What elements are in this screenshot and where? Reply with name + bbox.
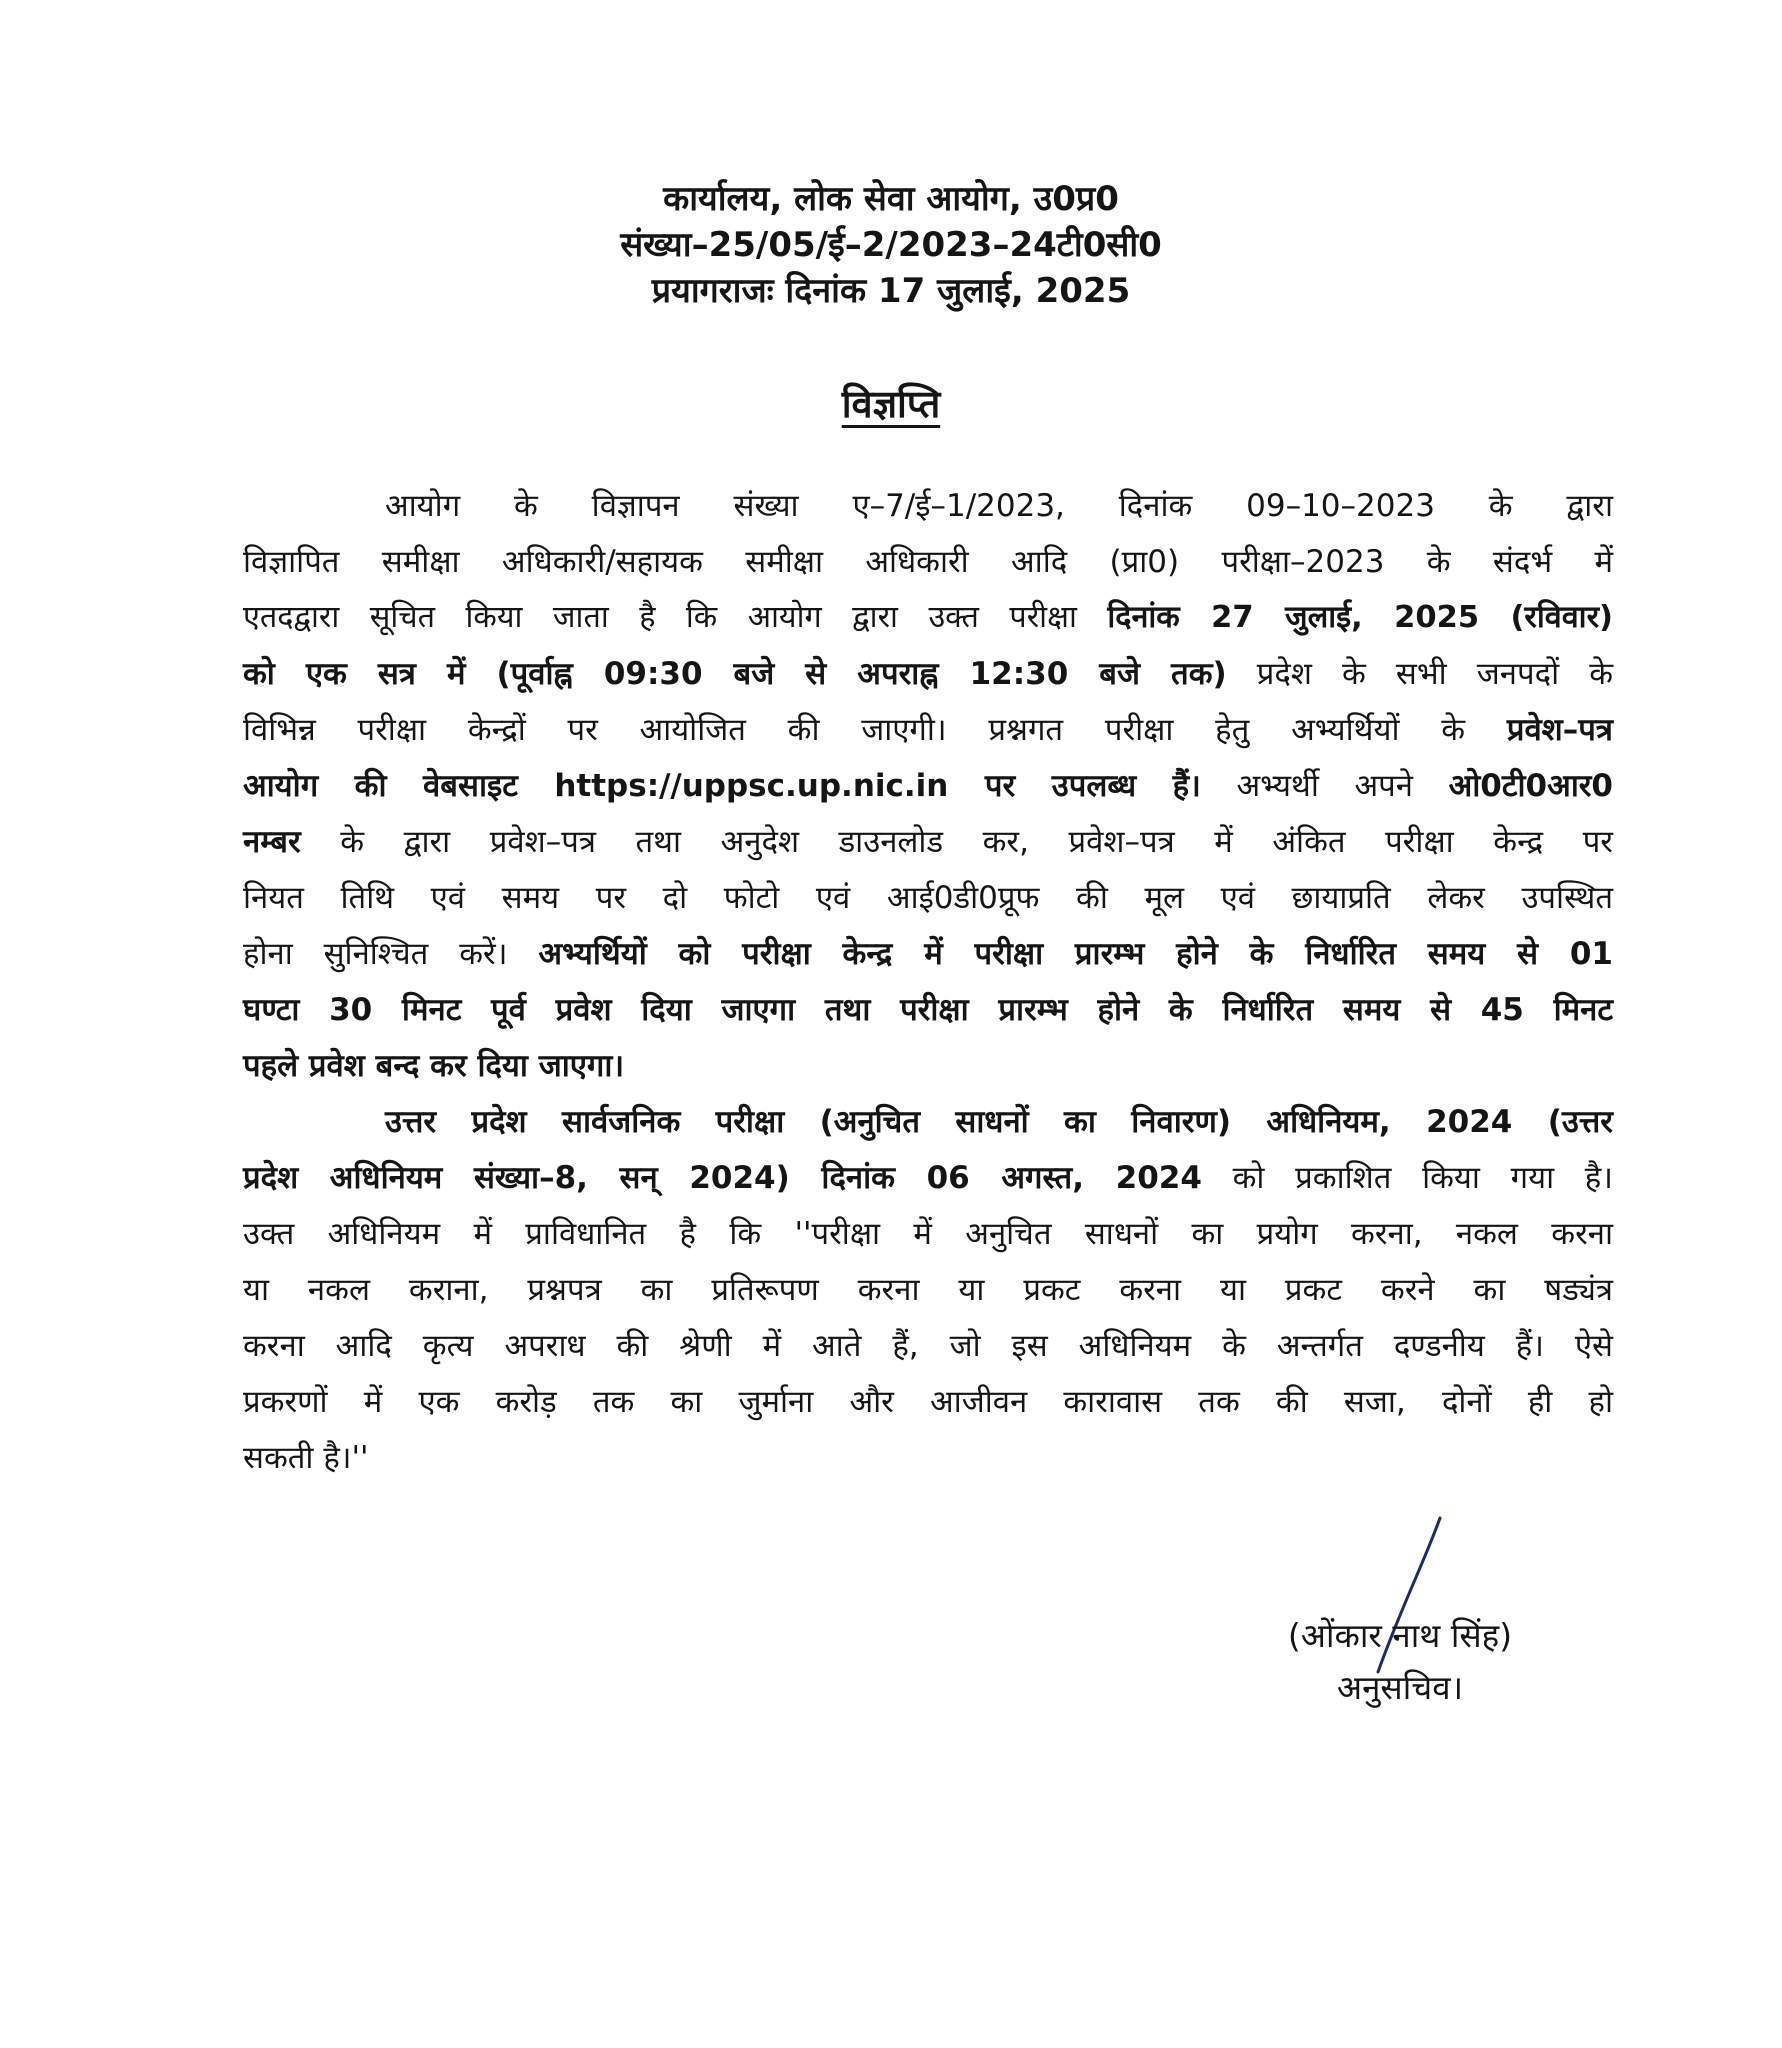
admit-card-label: प्रवेश–पत्र xyxy=(1506,712,1613,748)
line-text: करना आदि कृत्य अपराध की श्रेणी में आते हैं, जो इस अधिनियम के अन्तर्गत दण्डनीय हैं। ऐसे xyxy=(243,1328,1613,1364)
line-text: के द्वारा प्रवेश–पत्र तथा अनुदेश डाउनलोड कर, प्रवेश–पत्र में अंकित परीक्षा केन्द्र पर xyxy=(300,824,1613,860)
signatory-name: (ओंकार नाथ सिंह) xyxy=(1287,1616,1513,1655)
paragraph-line xyxy=(243,1374,1613,1430)
paragraph-line xyxy=(243,982,1613,1038)
line-text: प्रदेश के सभी जनपदों के xyxy=(1226,656,1613,692)
notice-title-text: विज्ञप्ति xyxy=(841,382,941,426)
entry-time-note: अभ्यर्थियों को परीक्षा केन्द्र में परीक्षा प्रारम्भ होने के निर्धारित समय से 01 xyxy=(538,936,1613,972)
otr-label: ओ0टी0आर0 xyxy=(1448,768,1613,804)
paragraph-line xyxy=(243,534,1613,590)
paragraph-line xyxy=(243,1262,1613,1318)
paragraph-line xyxy=(243,478,1613,534)
website-reference: आयोग की वेबसाइट https://uppsc.up.nic.in पर उपलब्ध हैं। xyxy=(243,768,1201,804)
entry-time-note: घण्टा 30 मिनट पूर्व प्रवेश दिया जाएगा तथा परीक्षा प्रारम्भ होने के निर्धारित समय से 45 मिनट xyxy=(243,992,1613,1028)
signature-block xyxy=(1180,1610,1620,1714)
paragraph-line xyxy=(243,870,1613,926)
line-text: आयोग के विज्ञापन संख्या ए–7/ई–1/2023, दिनांक 09–10–2023 के द्वारा xyxy=(385,488,1613,524)
paragraph-line xyxy=(243,702,1613,758)
signatory-designation: अनुसचिव। xyxy=(1336,1668,1464,1707)
paragraph-line xyxy=(243,646,1613,702)
paragraph-line xyxy=(243,1430,1613,1486)
paragraph-line xyxy=(243,1150,1613,1206)
line-text: उक्त अधिनियम में प्राविधानित है कि ''परीक्षा में अनुचित साधनों का प्रयोग करना, नकल करना xyxy=(243,1216,1613,1252)
reference-number: संख्या–25/05/ई–2/2023–24टी0सी0 xyxy=(620,225,1162,265)
paragraph-line xyxy=(243,814,1613,870)
letterhead xyxy=(0,176,1782,314)
line-text: अभ्यर्थी अपने xyxy=(1200,768,1449,804)
exam-session-time: को एक सत्र में (पूर्वाह्न 09:30 बजे से अपराह्न 12:30 बजे तक) xyxy=(243,656,1227,692)
otr-number-label: नम्बर xyxy=(243,824,301,860)
line-text: सकती है।'' xyxy=(243,1440,369,1476)
line-text: को प्रकाशित किया गया है। xyxy=(1201,1160,1613,1196)
act-name: प्रदेश अधिनियम संख्या–8, सन् 2024) दिनांक 06 अगस्त, 2024 xyxy=(243,1160,1202,1196)
line-text: विभिन्न परीक्षा केन्द्रों पर आयोजित की जाएगी। प्रश्नगत परीक्षा हेतु अभ्यर्थियों के xyxy=(243,712,1507,748)
entry-time-note: पहले प्रवेश बन्द कर दिया जाएगा। xyxy=(243,1048,625,1084)
line-text: विज्ञापित समीक्षा अधिकारी/सहायक समीक्षा अधिकारी आदि (प्रा0) परीक्षा–2023 के संदर्भ में xyxy=(243,544,1613,580)
paragraph-line xyxy=(243,1318,1613,1374)
place-and-date: प्रयागराजः दिनांक 17 जुलाई, 2025 xyxy=(651,271,1131,311)
line-text: एतदद्वारा सूचित किया जाता है कि आयोग द्वारा उक्त परीक्षा xyxy=(243,600,1108,635)
paragraph-line xyxy=(243,1206,1613,1262)
paragraph-line xyxy=(243,1038,1613,1094)
paragraph-act-notice xyxy=(243,1094,1613,1486)
paragraph-line xyxy=(243,1094,1613,1150)
line-text: होना सुनिश्चित करें। xyxy=(243,936,539,972)
act-name: उत्तर प्रदेश सार्वजनिक परीक्षा (अनुचित साधनों का निवारण) अधिनियम, 2024 (उत्तर xyxy=(385,1104,1613,1140)
paragraph-line xyxy=(243,758,1613,814)
paragraph-exam-notice xyxy=(243,478,1613,1094)
notice-title xyxy=(0,380,1782,428)
paragraph-line xyxy=(243,926,1613,982)
exam-date: दिनांक 27 जुलाई, 2025 (रविवार) xyxy=(1107,600,1613,635)
line-text: या नकल कराना, प्रश्नपत्र का प्रतिरूपण करना या प्रकट करना या प्रकट करने का षड्यंत्र xyxy=(243,1272,1613,1308)
line-text: नियत तिथि एवं समय पर दो फोटो एवं आई0डी0प्रूफ की मूल एवं छायाप्रति लेकर उपस्थित xyxy=(243,880,1613,916)
office-name: कार्यालय, लोक सेवा आयोग, उ0प्र0 xyxy=(663,179,1119,219)
line-text: प्रकरणों में एक करोड़ तक का जुर्माना और आजीवन कारावास तक की सजा, दोनों ही हो xyxy=(243,1384,1613,1420)
paragraph-line xyxy=(243,590,1613,646)
